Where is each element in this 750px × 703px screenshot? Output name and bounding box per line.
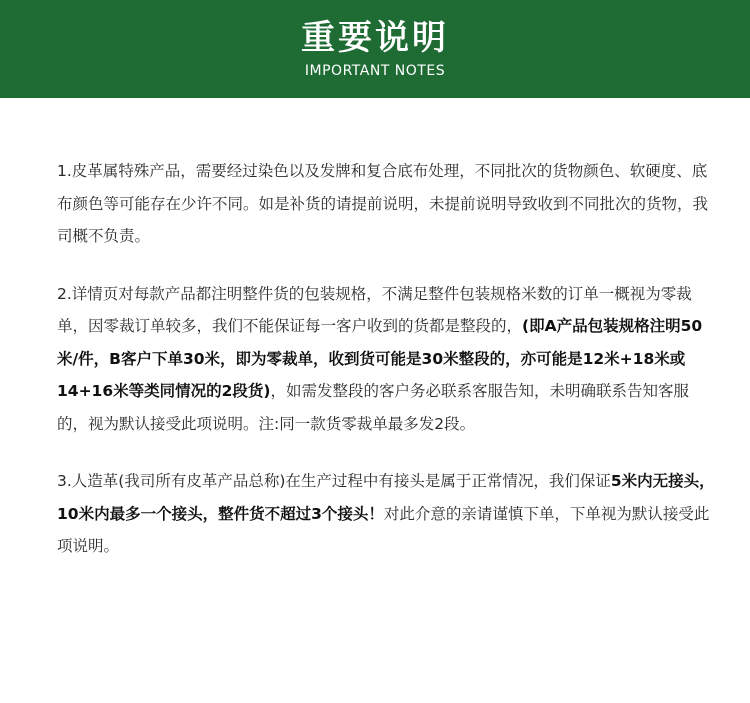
note-1 [57, 155, 717, 253]
note-3-intro: 3.人造革(我司所有皮革产品总称)在生产过程中有接头是属于正常情况，我们保证 [57, 472, 611, 490]
header-banner [0, 0, 750, 98]
page-subtitle: IMPORTANT NOTES [304, 63, 446, 79]
note-2-after: ，如需发整段的客户务必联系客服告知，未明确联系告知客服的，视为默认接受此项说明。注:同一款货零裁单最多发2段。 [57, 382, 690, 433]
note-1-text: 1.皮革属特殊产品，需要经过染色以及发牌和复合底布处理，不同批次的货物颜色、软硬度、底布颜色等可能存在少许不同。如是补货的请提前说明，未提前说明导致收到不同批次的货物，我司概不负责。 [57, 162, 709, 245]
note-2 [57, 278, 717, 441]
note-3 [57, 465, 717, 563]
note-2-bold-example: (即A产品包装规格注明50米/件，B客户下单30米，即为零裁单，收到货可能是30米整段的，亦可能是12米+18米或14+16米等类同情况的2段货) [57, 317, 703, 400]
notes-section [57, 155, 717, 563]
page-title: 重要说明 [301, 18, 449, 58]
note-2-intro: 2.详情页对每款产品都注明整件货的包装规格，不满足整件包装规格米数的订单一概视为零裁单，因零裁订单较多，我们不能保证每一客户收到的货都是整段的， [57, 284, 692, 335]
note-3-after: 对此介意的亲请谨慎下单，下单视为默认接受此项说明。 [57, 504, 710, 555]
note-3-bold-guarantee: 5米内无接头，10米内最多一个接头，整件货不超过3个接头！ [57, 472, 715, 523]
